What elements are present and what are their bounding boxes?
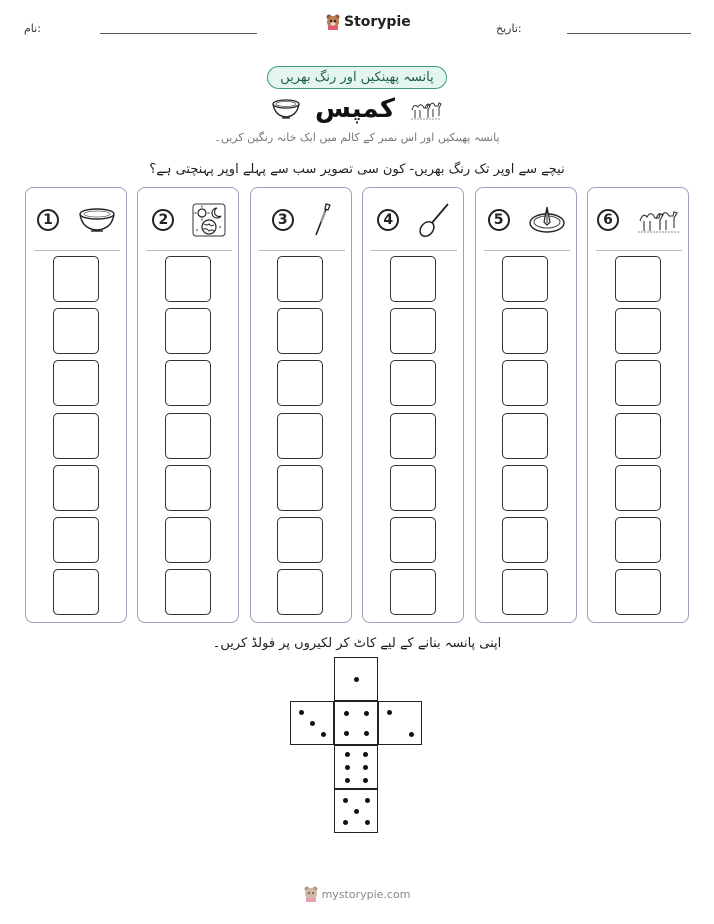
color-box[interactable] [502,308,548,354]
color-box[interactable] [277,413,323,459]
color-box[interactable] [165,569,211,615]
color-box[interactable] [53,517,99,563]
color-box[interactable] [615,360,661,406]
column-number: 6 [597,209,619,231]
color-box[interactable] [502,569,548,615]
color-box[interactable] [502,413,548,459]
color-box[interactable] [390,256,436,302]
column-3 [250,187,352,623]
bowl-icon [271,98,301,120]
color-box[interactable] [277,256,323,302]
die-pip [310,721,315,726]
column-divider [34,250,120,251]
die-pip [365,820,370,825]
day-night-icon [192,203,226,237]
color-box[interactable] [390,569,436,615]
subtitle: پانسہ پھینکیں اور اس نمبر کے کالم میں ایک خانہ رنگین کریں۔ [214,131,500,144]
color-box[interactable] [165,360,211,406]
die-pip [409,732,414,737]
date-label: تاریخ: [496,22,522,35]
die-face-2 [378,701,422,745]
spoon-icon [417,202,451,238]
die-pip [345,765,350,770]
column-divider [484,250,570,251]
column-number: 5 [488,209,510,231]
die-face-4 [334,701,378,745]
color-box[interactable] [502,256,548,302]
column-header [476,200,578,240]
brand-name: Storypie [344,14,411,30]
die-pip [321,732,326,737]
column-2 [137,187,239,623]
column-header [588,200,690,240]
color-box[interactable] [615,569,661,615]
name-line [100,33,257,34]
camels-icon [637,206,681,234]
color-box[interactable] [53,360,99,406]
color-box[interactable] [615,256,661,302]
color-box[interactable] [165,413,211,459]
name-label: نام: [24,22,41,35]
brand-logo [326,14,411,30]
page-title: کمپس [315,94,395,124]
column-header [138,200,240,240]
die-pip [345,752,350,757]
color-box[interactable] [615,517,661,563]
column-divider [371,250,457,251]
race-columns [25,187,689,623]
die-pip [343,798,348,803]
column-header [363,200,465,240]
column-1 [25,187,127,623]
color-box[interactable] [502,360,548,406]
color-box[interactable] [53,569,99,615]
color-box[interactable] [390,360,436,406]
die-pip [363,752,368,757]
column-divider [146,250,232,251]
column-number: 4 [377,209,399,231]
color-box[interactable] [502,465,548,511]
die-face-5 [334,789,378,833]
color-box[interactable] [277,569,323,615]
column-number: 1 [37,209,59,231]
color-box[interactable] [165,308,211,354]
column-divider [596,250,682,251]
color-box[interactable] [165,256,211,302]
color-box[interactable] [277,465,323,511]
color-box[interactable] [615,308,661,354]
column-6 [587,187,689,623]
die-face-1 [334,657,378,701]
column-number: 3 [272,209,294,231]
column-4 [362,187,464,623]
die-net [290,657,424,835]
die-pip [387,710,392,715]
camels-icon [409,98,443,120]
die-pip [354,677,359,682]
color-box[interactable] [165,517,211,563]
color-box[interactable] [615,465,661,511]
die-pip [364,731,369,736]
fold-instruction: اپنی پانسہ بنانے کے لیے کاٹ کر لکیروں پر فولڈ کریں۔ [212,636,502,651]
title-row [0,94,714,124]
column-number: 2 [152,209,174,231]
color-box[interactable] [277,517,323,563]
date-line [567,33,691,34]
dropper-icon [312,202,332,238]
color-box[interactable] [390,517,436,563]
footer [304,886,411,902]
color-box[interactable] [53,256,99,302]
die-pip [299,710,304,715]
die-face-3 [290,701,334,745]
die-pip [344,731,349,736]
color-box[interactable] [53,465,99,511]
activity-pill: پانسہ پھینکیں اور رنگ بھریں [267,66,446,89]
compass-icon [528,205,566,235]
footer-url: mystorypie.com [321,887,411,901]
color-box[interactable] [390,413,436,459]
die-pip [365,798,370,803]
question: نیچے سے اوپر تک رنگ بھریں- کون سی تصویر سب سے پہلے اوپر پہنچتی ہے؟ [149,162,565,177]
column-5 [475,187,577,623]
column-header [251,200,353,240]
color-box[interactable] [390,465,436,511]
column-header [26,200,128,240]
die-pip [364,711,369,716]
bear-icon [304,886,318,902]
die-pip [343,820,348,825]
color-box[interactable] [390,308,436,354]
die-pip [363,778,368,783]
color-box[interactable] [277,308,323,354]
die-pip [363,765,368,770]
color-box[interactable] [277,360,323,406]
column-divider [259,250,345,251]
die-pip [354,809,359,814]
die-pip [345,778,350,783]
color-box[interactable] [502,517,548,563]
bear-icon [326,14,340,30]
color-box[interactable] [53,413,99,459]
bowl-icon [77,207,117,233]
color-box[interactable] [615,413,661,459]
die-pip [344,711,349,716]
die-face-6 [334,745,378,789]
color-box[interactable] [53,308,99,354]
color-box[interactable] [165,465,211,511]
